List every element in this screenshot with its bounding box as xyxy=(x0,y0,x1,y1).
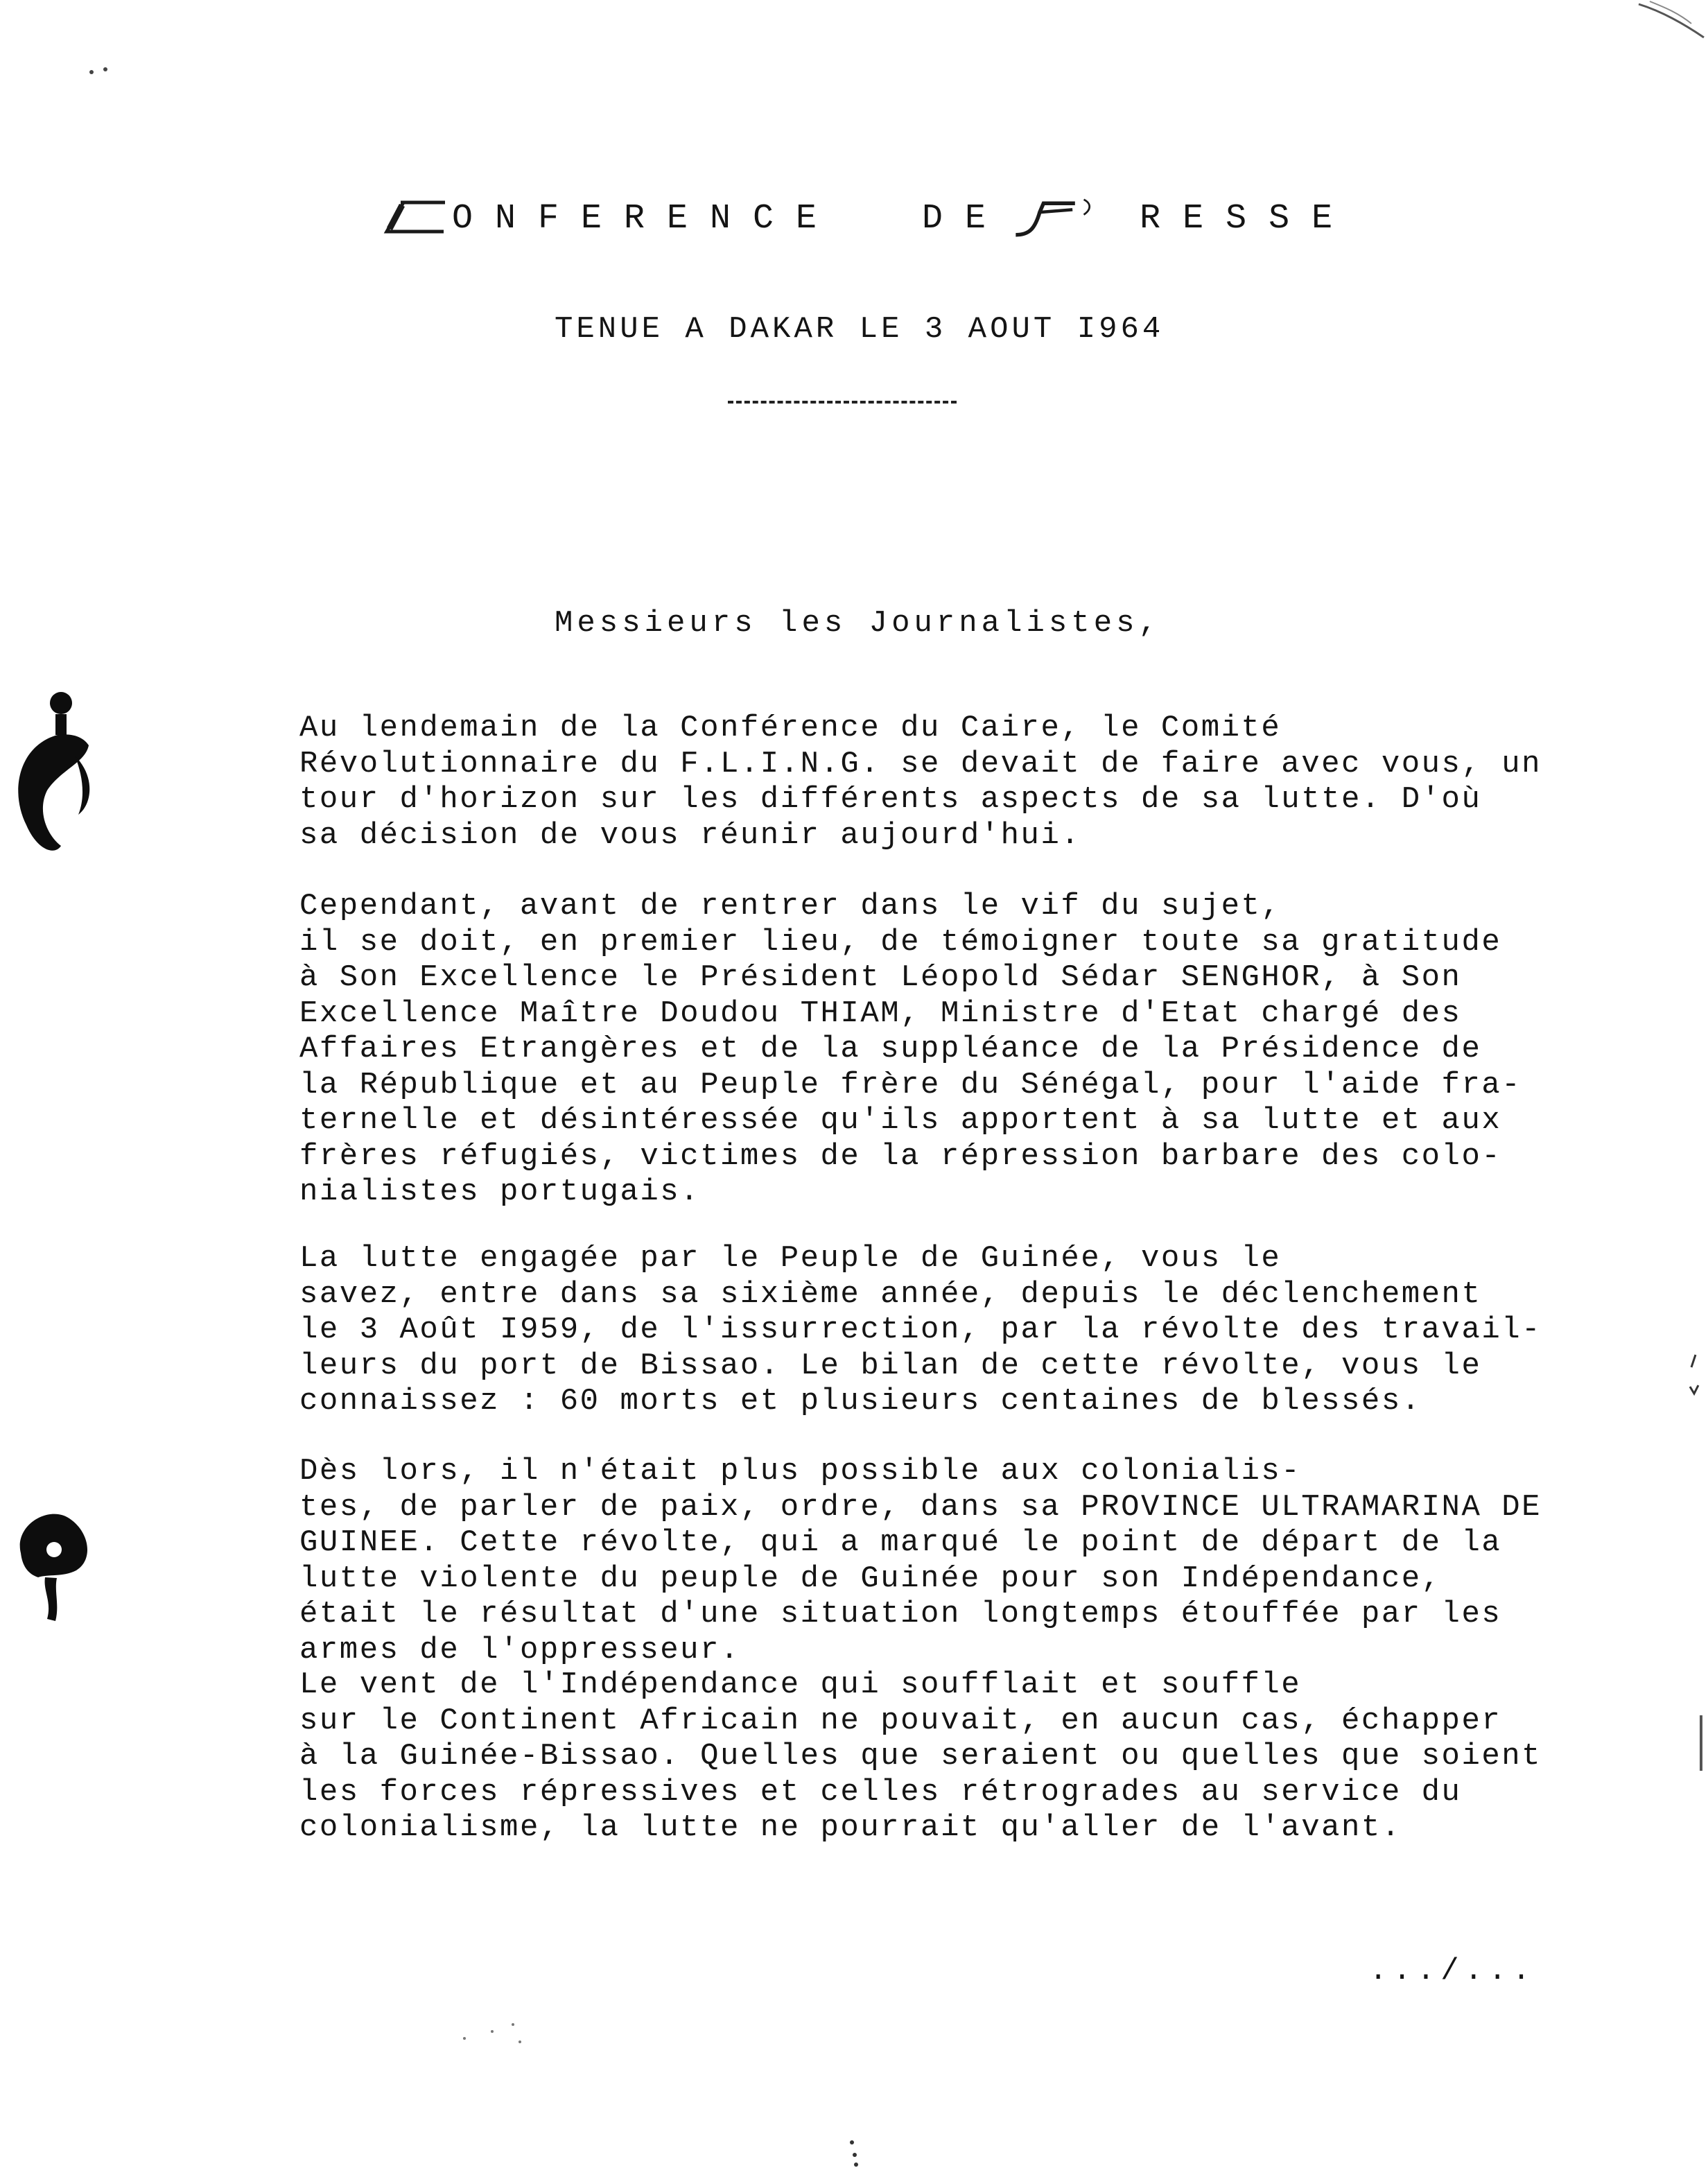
salutation: Messieurs les Journalistes, xyxy=(555,606,1161,641)
punch-hole-blot-lower xyxy=(7,1498,104,1636)
paragraph-1 xyxy=(299,711,1637,853)
text-line: armes de l'oppresseur. xyxy=(299,1632,740,1667)
text-line: Révolutionnaire du F.L.I.N.G. se devait de faire avec vous, un xyxy=(299,746,1542,781)
paragraph-4 xyxy=(299,1454,1637,1668)
text-line: il se doit, en premier lieu, de témoigner toute sa gratitude xyxy=(299,924,1502,960)
title-divider xyxy=(728,401,957,404)
text-line: colonialisme, la lutte ne pourrait qu'aller de l'avant. xyxy=(299,1810,1402,1845)
text-line: était le résultat d'une situation longtemps étouffée par les xyxy=(299,1597,1502,1631)
text-line: Affaires Etrangères et de la suppléance de la Présidence de xyxy=(299,1032,1482,1066)
text-line: frères réfugiés, victimes de la répression barbare des colo- xyxy=(299,1138,1502,1174)
title-word-de: DE xyxy=(922,199,1009,239)
title-initial-c-mark xyxy=(380,198,449,240)
text-line: sur le Continent Africain ne pouvait, en aucun cas, échapper xyxy=(299,1703,1502,1738)
text-line: savez, entre dans sa sixième année, depuis le déclenchement xyxy=(299,1276,1482,1312)
corner-scratch-mark xyxy=(1636,0,1708,42)
text-line: Excellence Maître Doudou THIAM, Ministre d'Etat chargé des xyxy=(299,996,1462,1031)
top-left-speck xyxy=(83,62,118,83)
bottom-center-speck xyxy=(842,2135,870,2170)
paragraph-3 xyxy=(299,1241,1637,1420)
page-continuation-mark: .../... xyxy=(1369,1954,1536,1988)
text-line: la République et au Peuple frère du Sénégal, pour l'aide fra- xyxy=(299,1067,1522,1102)
right-margin-mark xyxy=(1684,1352,1705,1407)
text-line: Cependant, avant de rentrer dans le vif du sujet, xyxy=(299,889,1282,924)
text-line: nialistes portugais. xyxy=(299,1175,701,1209)
document-subtitle: TENUE A DAKAR LE 3 AOUT I964 xyxy=(555,312,1165,347)
text-line: tes, de parler de paix, ordre, dans sa PROVINCE ULTRAMARINA DE xyxy=(299,1489,1542,1525)
text-line: ternelle et désintéressée qu'ils apportent à sa lutte et aux xyxy=(299,1103,1502,1138)
right-edge-mark xyxy=(1697,1713,1707,1775)
punch-hole-blot-upper xyxy=(6,686,103,867)
text-line: Au lendemain de la Conférence du Caire, le Comité xyxy=(299,711,1282,745)
paragraph-2 xyxy=(299,889,1637,1211)
bottom-speck-cluster xyxy=(451,2011,534,2052)
text-line: Dès lors, il n'était plus possible aux colonialis- xyxy=(299,1454,1302,1489)
text-line: connaissez : 60 morts et plusieurs centaines de blessés. xyxy=(299,1384,1422,1419)
text-line: lutte violente du peuple de Guinée pour son Indépendance, xyxy=(299,1561,1442,1596)
text-line: tour d'horizon sur les différents aspects de sa lutte. D'où xyxy=(299,782,1482,817)
text-line: le 3 Août I959, de l'issurrection, par la révolte des travail- xyxy=(299,1312,1542,1347)
text-line: à Son Excellence le Président Léopold Sédar SENGHOR, à Son xyxy=(299,960,1462,995)
title-word-presse: RESSE xyxy=(1140,199,1355,239)
text-line: La lutte engagée par le Peuple de Guinée, vous le xyxy=(299,1241,1282,1276)
text-line: sa décision de vous réunir aujourd'hui. xyxy=(299,817,1081,853)
title-word-conference: ONFERENCE xyxy=(452,199,839,239)
paragraph-5 xyxy=(299,1667,1637,1846)
text-line: à la Guinée-Bissao. Quelles que seraient ou quelles que soient xyxy=(299,1739,1542,1774)
text-line: les forces répressives et celles rétrogrades au service du xyxy=(299,1774,1462,1810)
text-line: GUINEE. Cette révolte, qui a marqué le point de départ de la xyxy=(299,1525,1502,1560)
document-title xyxy=(380,198,1354,240)
title-initial-p-mark xyxy=(1008,198,1098,240)
text-line: leurs du port de Bissao. Le bilan de cette révolte, vous le xyxy=(299,1348,1482,1383)
text-line: Le vent de l'Indépendance qui soufflait et souffle xyxy=(299,1667,1302,1702)
